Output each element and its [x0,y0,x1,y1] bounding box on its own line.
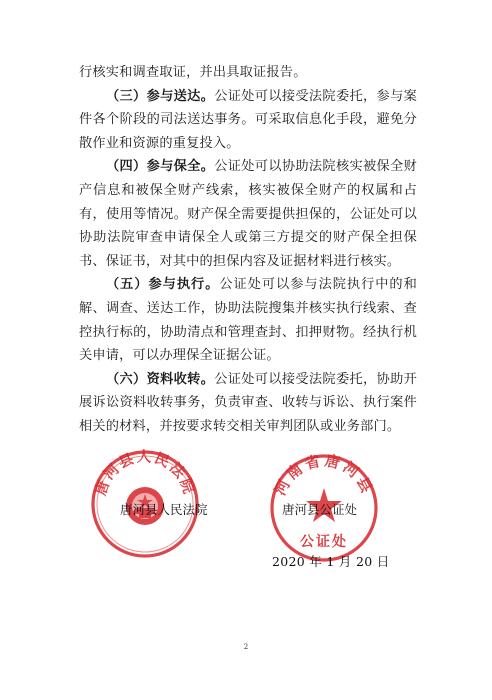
paragraph-3-text: 公证处可以协助法院核实被保全财产信息和被保全财产线索，核实被保全财产的权属和占有，使用等情况。财产保全需要提供担保的，公证处可以协助法院审查申请保全人或第三方提交的财产保全担保书、保证书，对其中的担保内容及证据材料进行核实。 [79,159,417,269]
paragraph-3 [79,155,417,273]
paragraph-2 [79,85,417,156]
signature-date: 2020 年 1 月 20 日 [272,554,390,569]
notary-seal-text: 河南省唐河县 [270,452,378,499]
paragraph-4 [79,273,417,367]
paragraph-5-text: 公证处可以接受法院委托，协助开展诉讼资料收转事务，负责审查、收转与诉讼、执行案件相关的材料，并按要求转交相关审判团队或业务部门。 [79,371,417,434]
paragraph-2-text: 公证处可以接受法院委托，参与案件各个阶段的司法送达事务。可采取信息化手段，避免分散作业和资源的重复投入。 [79,88,417,151]
court-seal-text: 唐河县人民法院 [92,448,198,498]
paragraph-1 [79,61,417,85]
paragraph-2-heading: （三）参与送达。 [106,88,215,104]
paragraph-5-heading: （六）资料收转。 [106,371,215,387]
notary-signature: 唐河县公证处 [282,502,358,517]
document-body [79,61,417,439]
page-number: 2 [243,643,249,651]
paragraph-5 [79,368,417,439]
court-signature: 唐河县人民法院 [120,502,208,517]
paragraph-4-text: 公证处可以参与法院执行中的和解、调查、送达工作，协助法院搜集并核实执行线索、查控执行标的，协助清点和管理查封、扣押财物。经执行机关申请，可以办理保全证据公证。 [79,277,417,364]
paragraph-4-heading: （五）参与执行。 [106,277,220,293]
notary-seal-center-text: 公证处 [300,534,348,550]
paragraph-3-heading: （四）参与保全。 [106,159,215,175]
paragraph-1-text: 行核实和调查取证，并出具取证报告。 [79,65,307,80]
